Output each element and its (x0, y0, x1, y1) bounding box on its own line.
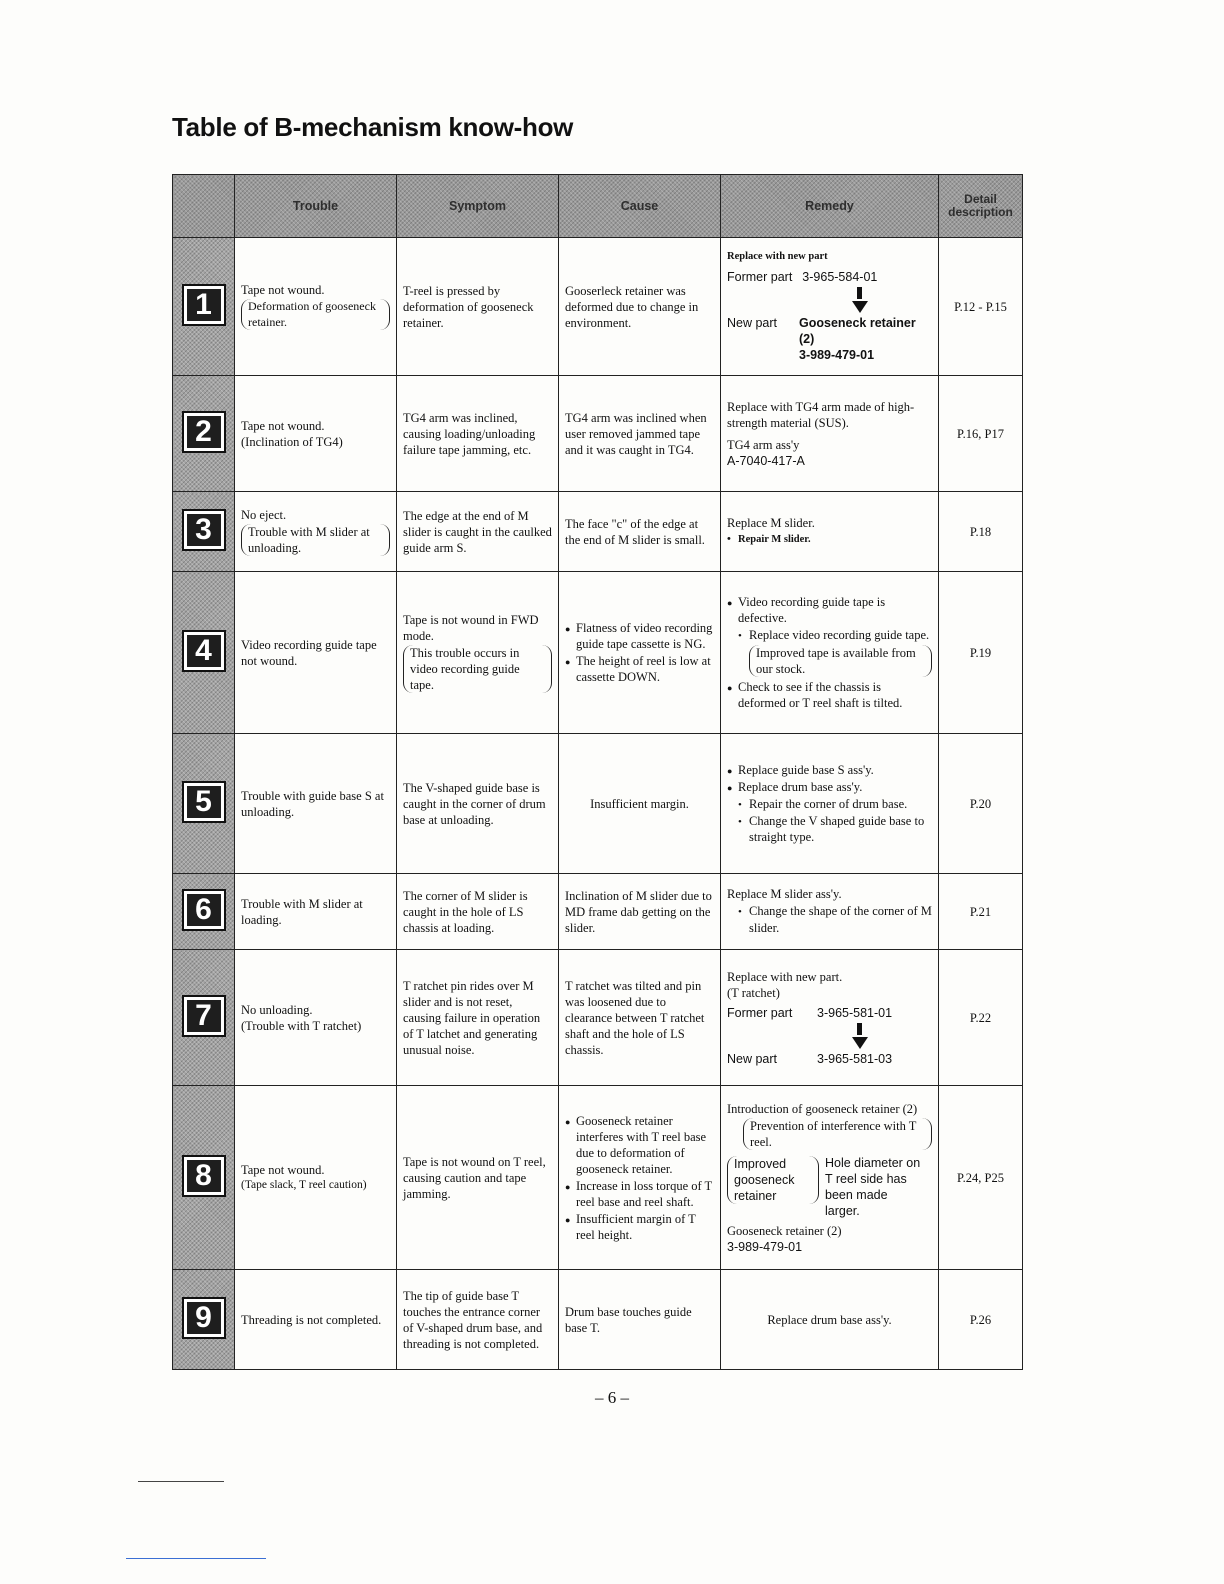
remedy-subitem: • Change the shape of the corner of M slider. (727, 903, 932, 935)
trouble-main: Tape not wound. (241, 1163, 325, 1178)
remedy-improved: Improved gooseneck retainer (727, 1156, 819, 1204)
header-row (173, 175, 1023, 238)
row-number-badge: 8 (182, 1155, 226, 1197)
row-number-cell (173, 734, 235, 874)
row-number-cell (173, 1086, 235, 1270)
trouble-paren: (Inclination of TG4) (241, 434, 343, 449)
trouble-main: Tape not wound. (241, 418, 325, 433)
header-trouble: Trouble (235, 175, 397, 238)
detail-ref: P.18 (939, 492, 1023, 572)
know-how-table (172, 174, 1023, 1370)
trouble-paren: Trouble with M slider at unloading. (241, 524, 390, 556)
symptom-cell: T-reel is pressed by deformation of gooseneck retainer. (397, 238, 559, 376)
new-code: 3-989-479-01 (799, 348, 875, 363)
remedy-cell (721, 376, 939, 492)
new-label: New part (727, 1051, 778, 1066)
symptom-cell: The edge at the end of M slider is caught in the caulked guide arm S. (397, 492, 559, 572)
detail-ref: P.20 (939, 734, 1023, 874)
header-number-cell (173, 175, 235, 238)
trouble-cell: Video recording guide tape not wound. (235, 572, 397, 734)
trouble-main: No unloading. (241, 1002, 313, 1017)
trouble-paren: Deformation of gooseneck retainer. (241, 299, 390, 330)
detail-ref: P.22 (939, 950, 1023, 1086)
trouble-cell: Trouble with guide base S at unloading. (235, 734, 397, 874)
row-number-cell (173, 238, 235, 376)
symptom-cell: The tip of guide base T touches the entrance corner of V-shaped drum base, and threading is not completed. (397, 1270, 559, 1370)
symptom-cell: Tape is not wound on T reel, causing caution and tape jamming. (397, 1086, 559, 1270)
remedy-subitem: • Replace video recording guide tape. (727, 627, 932, 643)
trouble-cell: Trouble with M slider at loading. (235, 874, 397, 950)
cause-item: ● Flatness of video recording guide tape cassette is NG. (565, 620, 714, 652)
table-row (173, 238, 1023, 376)
row-number-badge: 9 (182, 1297, 226, 1339)
remedy-code: A-7040-417-A (727, 453, 805, 468)
remedy-part: TG4 arm ass'y (727, 437, 800, 452)
trouble-cell (235, 492, 397, 572)
remedy-part: Gooseneck retainer (2) (727, 1223, 842, 1238)
footer-rule-blue (126, 1558, 266, 1559)
trouble-cell (235, 1086, 397, 1270)
remedy-subitem: • Change the V shaped guide base to straight type. (727, 813, 932, 845)
remedy-main: Replace M slider. (727, 516, 815, 531)
remedy-subitem: • Repair the corner of drum base. (727, 796, 932, 812)
symptom-cell: TG4 arm was inclined, causing loading/unloading failure tape jamming, etc. (397, 376, 559, 492)
row-number-badge: 7 (182, 995, 226, 1037)
detail-ref: P.16, P17 (939, 376, 1023, 492)
header-remedy: Remedy (721, 175, 939, 238)
arrow-down-icon (857, 1023, 862, 1035)
row-number-badge: 3 (182, 509, 226, 551)
former-label: Former part (727, 1005, 793, 1020)
remedy-item: ● Replace guide base S ass'y. (727, 762, 932, 778)
row-number-badge: 6 (182, 889, 226, 931)
cause-cell: Inclination of M slider due to MD frame dab getting on the slider. (559, 874, 721, 950)
detail-ref: P.19 (939, 572, 1023, 734)
remedy-head: Introduction of gooseneck retainer (2) (727, 1101, 918, 1116)
remedy-cell (721, 492, 939, 572)
trouble-main: Tape not wound. (241, 283, 325, 298)
remedy-sub: • Repair M slider. (727, 532, 932, 546)
remedy-paren: Prevention of interference with T reel. (743, 1118, 932, 1150)
remedy-hole: Hole diameter on T reel side has been made larger. (825, 1155, 921, 1218)
row-number-badge: 2 (182, 411, 226, 453)
remedy-head: Replace with new part. (727, 969, 843, 984)
table-row (173, 950, 1023, 1086)
page-number: – 6 – (595, 1388, 629, 1407)
detail-ref: P.24, P25 (939, 1086, 1023, 1270)
table-row (173, 376, 1023, 492)
row-number-cell (173, 376, 235, 492)
trouble-cell (235, 238, 397, 376)
remedy-head: Replace with new part (727, 250, 828, 262)
new-name: Gooseneck retainer (2) (799, 316, 916, 347)
remedy-main: Replace M slider ass'y. (727, 887, 842, 902)
cause-cell: TG4 arm was inclined when user removed jammed tape and it was caught in TG4. (559, 376, 721, 492)
remedy-cell: Replace drum base ass'y. (721, 1270, 939, 1370)
remedy-main: Replace with TG4 arm made of high-strength material (SUS). (727, 399, 915, 430)
cause-cell (559, 1086, 721, 1270)
new-code: 3-965-581-03 (817, 1051, 893, 1066)
trouble-paren: (Trouble with T ratchet) (241, 1018, 362, 1033)
cause-cell: Gooserleck retainer was deformed due to change in environment. (559, 238, 721, 376)
page-title: Table of B-mechanism know-how (172, 112, 574, 142)
detail-ref: P.21 (939, 874, 1023, 950)
table-row (173, 874, 1023, 950)
row-number-cell (173, 572, 235, 734)
remedy-paren: Improved tape is available from our stock. (749, 645, 932, 677)
former-code: 3-965-581-01 (817, 1005, 893, 1020)
former-label: Former part (727, 270, 793, 285)
row-number-badge: 1 (182, 284, 226, 326)
row-number-cell (173, 950, 235, 1086)
cause-cell (559, 572, 721, 734)
remedy-cell (721, 1086, 939, 1270)
row-number-cell (173, 1270, 235, 1370)
remedy-cell (721, 238, 939, 376)
remedy-code: 3-989-479-01 (727, 1239, 803, 1254)
table-row (173, 734, 1023, 874)
detail-ref: P.12 - P.15 (939, 238, 1023, 376)
header-cause: Cause (559, 175, 721, 238)
row-number-badge: 4 (182, 630, 226, 672)
cause-cell: The face "c" of the edge at the end of M slider is small. (559, 492, 721, 572)
remedy-cell (721, 734, 939, 874)
trouble-paren: (Tape slack, T reel caution) (241, 1179, 367, 1192)
row-number-cell (173, 492, 235, 572)
trouble-cell: Threading is not completed. (235, 1270, 397, 1370)
new-label: New part (727, 316, 778, 331)
cause-cell: T ratchet was tilted and pin was loosened due to clearance between T ratchet shaft and the hole of LS chassis. (559, 950, 721, 1086)
trouble-cell (235, 950, 397, 1086)
cause-item: ● Gooseneck retainer interferes with T reel base due to deformation of gooseneck retainer. (565, 1113, 714, 1177)
symptom-cell: The corner of M slider is caught in the hole of LS chassis at loading. (397, 874, 559, 950)
remedy-item: ● Check to see if the chassis is deformed or T reel shaft is tilted. (727, 679, 932, 711)
cause-item: ● Insufficient margin of T reel height. (565, 1211, 714, 1243)
trouble-main: No eject. (241, 507, 287, 522)
arrow-down-icon (852, 301, 868, 313)
symptom-cell: T ratchet pin rides over M slider and is not reset, causing failure in operation of T latchet and generating unusual noise. (397, 950, 559, 1086)
cause-cell: Insufficient margin. (559, 734, 721, 874)
header-detail: Detail description (939, 175, 1023, 238)
detail-ref: P.26 (939, 1270, 1023, 1370)
remedy-cell (721, 572, 939, 734)
table-row (173, 572, 1023, 734)
symptom-cell: The V-shaped guide base is caught in the corner of drum base at unloading. (397, 734, 559, 874)
symptom-main: Tape is not wound in FWD mode. (403, 612, 539, 643)
remedy-cell (721, 874, 939, 950)
remedy-cell (721, 950, 939, 1086)
arrow-down-icon (852, 1037, 868, 1049)
table-row (173, 1270, 1023, 1370)
row-number-cell (173, 874, 235, 950)
header-symptom: Symptom (397, 175, 559, 238)
footer-rule (138, 1481, 224, 1482)
symptom-cell (397, 572, 559, 734)
former-code: 3-965-584-01 (802, 270, 878, 285)
remedy-item: ● Replace drum base ass'y. (727, 779, 932, 795)
arrow-down-icon (857, 287, 862, 299)
trouble-cell (235, 376, 397, 492)
remedy-item: ● Video recording guide tape is defective. (727, 594, 932, 626)
cause-cell: Drum base touches guide base T. (559, 1270, 721, 1370)
cause-item: ● Increase in loss torque of T reel base and reel shaft. (565, 1178, 714, 1210)
table-row (173, 1086, 1023, 1270)
row-number-badge: 5 (182, 781, 226, 823)
cause-item: ● The height of reel is low at cassette DOWN. (565, 653, 714, 685)
table-row (173, 492, 1023, 572)
remedy-head2: (T ratchet) (727, 985, 780, 1000)
symptom-paren: This trouble occurs in video recording guide tape. (403, 645, 552, 693)
